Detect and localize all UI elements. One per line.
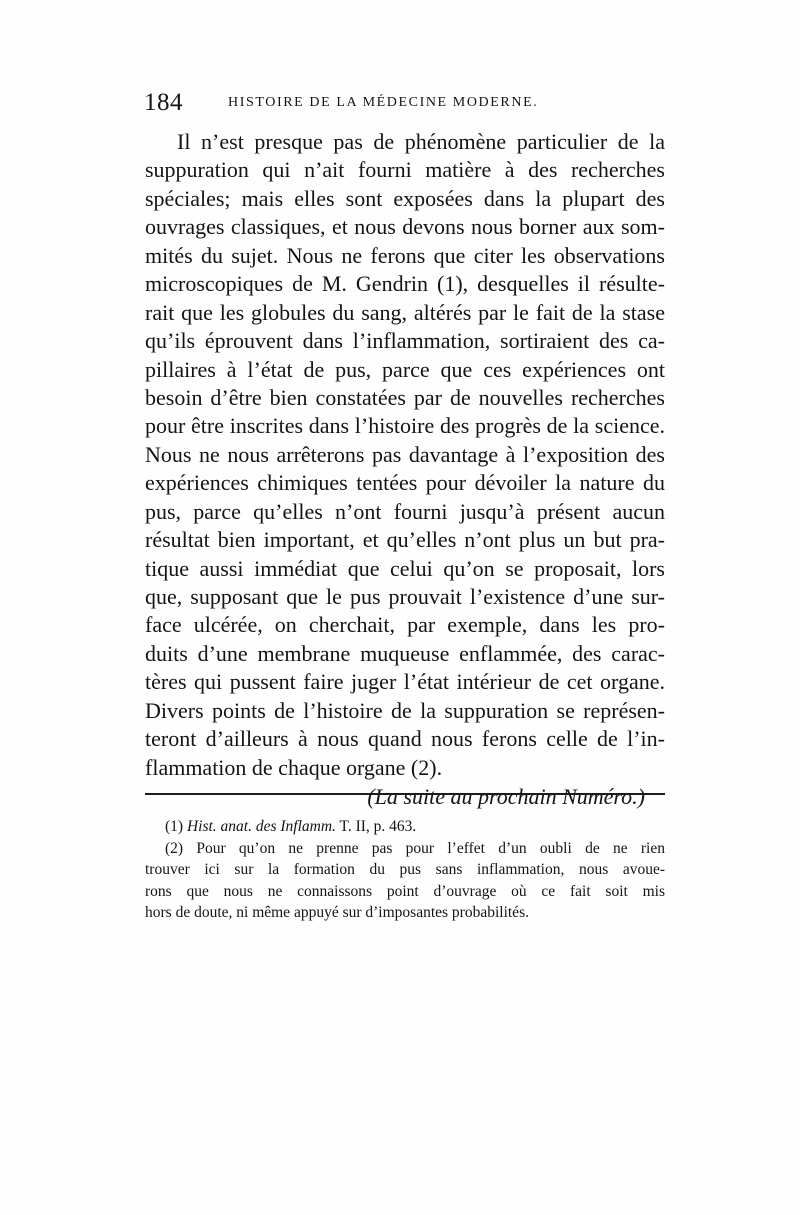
text-line: mités du sujet. Nous ne ferons que citer les observations — [145, 242, 665, 268]
text-line: besoin d’être bien constatées par de nouvelles recherches — [145, 384, 665, 410]
page-header — [144, 88, 664, 118]
page-number: 184 — [144, 89, 183, 116]
text-line: Divers points de l’histoire de la suppuration se représen- — [145, 697, 665, 723]
footnote-2-line: trouver ici sur la formation du pus sans inflammation, nous avoue- — [145, 861, 665, 878]
text-line: face ulcérée, on cherchait, par exemple, dans les pro- — [145, 612, 665, 638]
text-line: teront d’ailleurs à nous quand nous ferons celle de l’in- — [145, 726, 665, 752]
text-line: duits d’une membrane muqueuse enflammée, des carac- — [145, 640, 665, 666]
text-line: expériences chimiques tentées pour dévoiler la nature du — [145, 470, 665, 496]
text-line: spéciales; mais elles sont exposées dans la plupart des — [145, 185, 665, 211]
text-line: que, supposant que le pus prouvait l’existence d’une sur- — [145, 584, 665, 609]
continuation-note: (La suite au prochain Numéro.) — [367, 784, 645, 810]
footnote-2-line: rons que nous ne connaissons point d’ouvrage où ce fait soit mis — [145, 882, 665, 900]
text-line: microscopiques de M. Gendrin (1), desquelles il résulte- — [145, 271, 665, 297]
text-line: rait que les globules du sang, altérés par le fait de la stase — [145, 299, 665, 325]
text-line: suppuration qui n’ait fourni matière à des recherches — [145, 157, 665, 183]
footnotes — [145, 816, 665, 924]
text-line: pillaires à l’état de pus, parce que ces expériences ont — [145, 356, 665, 382]
text-line: ouvrages classiques, et nous devons nous borner aux som- — [145, 214, 665, 240]
text-line: Il n’est presque pas de phénomène particulier de la — [177, 129, 665, 154]
text-line: flammation de chaque organe (2). — [145, 754, 443, 780]
footnote-1-marker: (1) — [165, 818, 184, 835]
text-line: résultat bien important, et qu’elles n’ont plus un but pra- — [145, 527, 665, 553]
footnote-2-line: (2) Pour qu’on ne prenne pas pour l’effet d’un oubli de ne rien — [165, 839, 665, 857]
text-line: pus, parce qu’elles n’ont fourni jusqu’à présent aucun — [145, 498, 665, 524]
text-line: pour être inscrites dans l’histoire des progrès de la science. — [145, 413, 665, 439]
text-line: tique aussi immédiat que celui qu’on se proposait, lors — [145, 555, 665, 581]
footnote-1 — [145, 816, 665, 838]
text-line: Nous ne nous arrêterons pas davantage à l’exposition des — [145, 441, 665, 467]
running-title: HISTOIRE DE LA MÉDECINE MODERNE. — [228, 95, 539, 110]
text-line: tères qui pussent faire juger l’état intérieur de cet organe. — [145, 669, 665, 695]
footnote-1-source: Hist. anat. des Inflamm. — [186, 818, 336, 835]
main-text — [145, 128, 665, 812]
footnote-rule — [145, 793, 665, 795]
footnote-2-line: hors de doute, ni même appuyé sur d’imposantes probabilités. — [145, 904, 529, 921]
footnote-1-ref: T. II, p. 463. — [339, 818, 417, 835]
text-line: qu’ils éprouvent dans l’inflammation, sortiraient des ca- — [145, 328, 665, 354]
